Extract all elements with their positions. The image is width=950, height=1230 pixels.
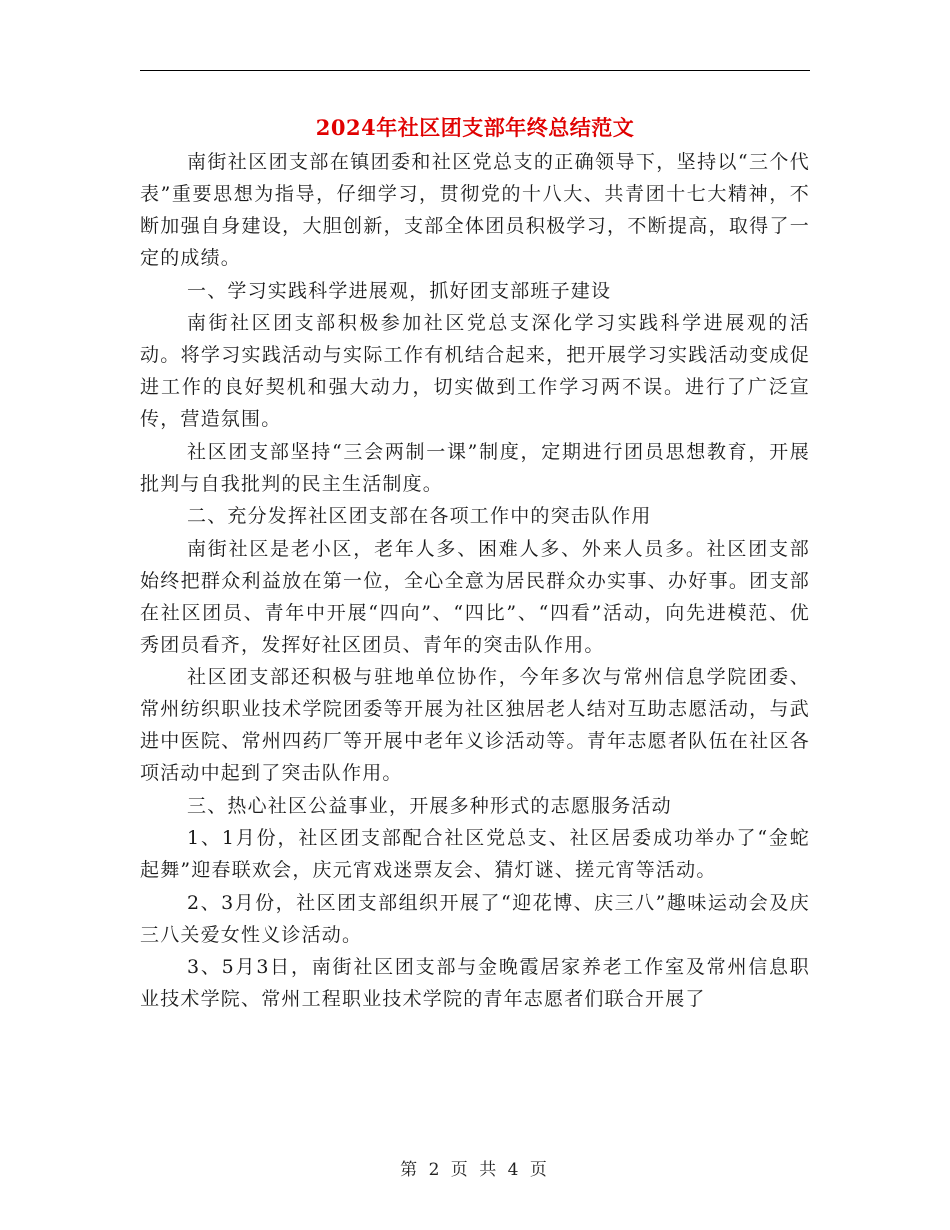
paragraph: 南街社区团支部在镇团委和社区党总支的正确领导下，坚持以“三个代表”重要思想为指导，仔细学习，贯彻党的十八大、共青团十七大精神，不断加强自身建设，大胆创新，支部全体团员积极学习，不断提高，取得了一定的成绩。 xyxy=(140,151,810,269)
header-rule xyxy=(140,70,810,71)
document-title: 2024年社区团支部年终总结范文 xyxy=(315,115,635,140)
document-body xyxy=(140,146,810,1016)
section-heading: 三、热心社区公益事业，开展多种形式的志愿服务活动 xyxy=(187,794,672,817)
list-item: 1、1月份，社区团支部配合社区党总支、社区居委成功举办了“金蛇起舞”迎春联欢会，庆元宵戏迷票友会、猜灯谜、搓元宵等活动。 xyxy=(140,827,810,881)
paragraph: 南街社区是老小区，老年人多、困难人多、外来人员多。社区团支部始终把群众利益放在第一位，全心全意为居民群众办实事、办好事。团支部在社区团员、青年中开展“四向”、“四比”、“四看”活动，向先进模范、优秀团员看齐，发挥好社区团员、青年的突击队作用。 xyxy=(140,537,810,656)
page-number: 第 2 页 共 4 页 xyxy=(400,1160,550,1180)
paragraph: 社区团支部坚持“三会两制一课”制度，定期进行团员思想教育，开展批判与自我批判的民主生活制度。 xyxy=(140,440,810,495)
paragraph: 社区团支部还积极与驻地单位协作，今年多次与常州信息学院团委、常州纺织职业技术学院团委等开展为社区独居老人结对互助志愿活动，与武进中医院、常州四药厂等开展中老年义诊活动等。青年志愿者队伍在社区各项活动中起到了突击队作用。 xyxy=(140,666,810,784)
list-item: 2、3月份，社区团支部组织开展了“迎花博、庆三八”趣味运动会及庆三八关爱女性义诊活动。 xyxy=(140,891,810,946)
list-item: 3、5月3日，南街社区团支部与金晚霞居家养老工作室及常州信息职业技术学院、常州工程职业技术学院的青年志愿者们联合开展了 xyxy=(140,956,810,1010)
section-heading: 二、充分发挥社区团支部在各项工作中的突击队作用 xyxy=(187,505,652,527)
paragraph: 南街社区团支部积极参加社区党总支深化学习实践科学进展观的活动。将学习实践活动与实际工作有机结合起来，把开展学习实践活动变成促进工作的良好契机和强大动力，切实做到工作学习两不误。进行了广泛宣传，营造氛围。 xyxy=(140,312,810,430)
section-heading: 一、学习实践科学进展观，抓好团支部班子建设 xyxy=(187,279,612,302)
